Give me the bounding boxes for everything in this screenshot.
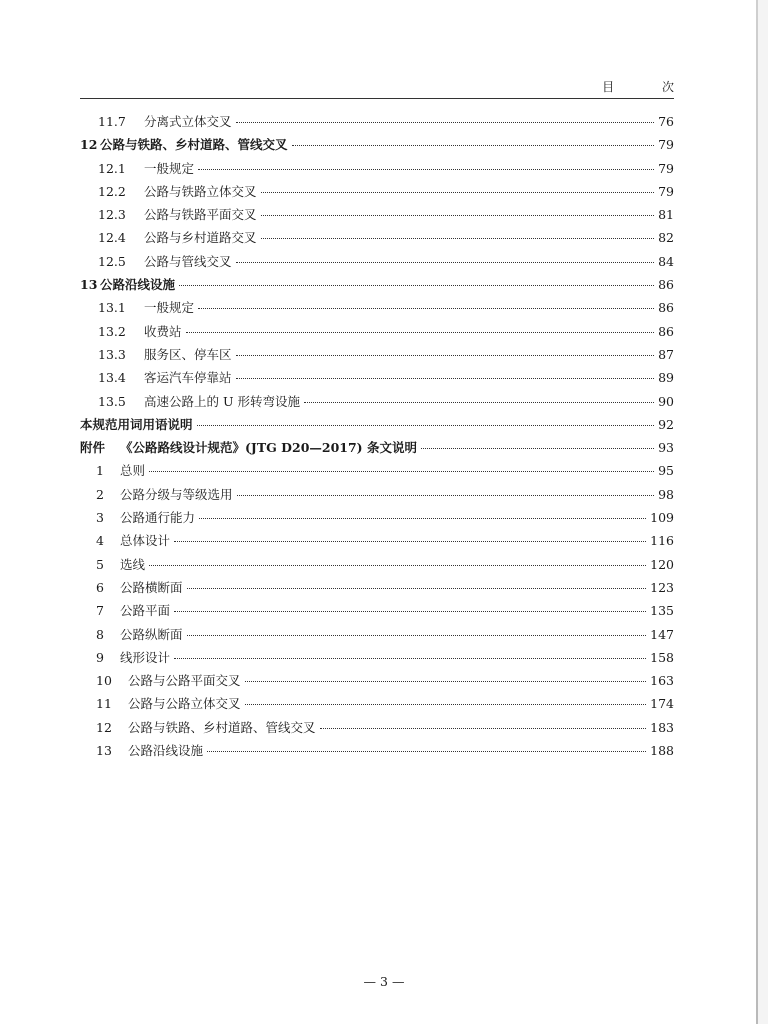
dot-leader [187,588,647,589]
dot-leader [237,495,654,496]
toc-number: 12 [80,137,98,153]
toc-title: 公路分级与等级选用 [120,486,233,502]
toc-row[interactable] [80,483,674,506]
toc-row[interactable] [80,203,674,226]
toc-number: 12.1 [98,160,126,176]
toc-page-number: 188 [650,743,674,759]
header-rule [80,98,674,99]
toc-page-number: 87 [658,346,674,362]
toc-number: 11 [96,696,112,712]
dot-leader [197,425,654,426]
dot-leader [421,448,654,449]
toc-row[interactable] [80,692,674,715]
toc-number: 1 [96,463,104,479]
toc-number: 13 [80,277,98,293]
dot-leader [292,145,654,146]
dot-leader [186,332,654,333]
toc-row[interactable] [80,157,674,180]
toc-number: 4 [96,533,104,549]
toc-title: 服务区、停车区 [144,346,232,362]
toc-title: 公路通行能力 [120,510,196,526]
dot-leader [236,262,654,263]
toc-title: 公路与公路平面交叉 [128,673,241,689]
toc-row[interactable] [80,529,674,552]
dot-leader [304,402,654,403]
toc-title: 选线 [120,556,146,572]
toc-title: 公路与公路立体交叉 [128,696,241,712]
toc-number: 8 [96,626,104,642]
toc-number: 5 [96,556,104,572]
toc-page-number: 183 [650,719,674,735]
toc-page-number: 89 [658,370,674,386]
toc-number: 6 [96,579,104,595]
toc-row[interactable] [80,180,674,203]
toc-number: 13.3 [98,346,126,362]
toc-page-number: 86 [658,323,674,339]
toc-row[interactable] [80,599,674,622]
toc-page-number: 120 [650,556,674,572]
toc-page-number: 116 [650,533,674,549]
toc-row[interactable] [80,739,674,762]
toc-title: 总则 [120,463,146,479]
toc-title: 一般规定 [144,160,195,176]
toc-title: 高速公路上的 U 形转弯设施 [144,393,300,409]
dot-leader [187,635,647,636]
toc-title: 收费站 [144,323,182,339]
toc-title: 公路沿线设施 [100,277,176,293]
toc-title: 公路与管线交叉 [144,253,232,269]
toc-number: 13 [96,743,112,759]
dot-leader [236,355,654,356]
dot-leader [149,565,646,566]
dot-leader [236,378,654,379]
header-title: 目 次 [602,80,696,94]
toc-number: 12.3 [98,207,126,223]
toc-title: 线形设计 [120,649,171,665]
toc-page-number: 86 [658,277,674,293]
table-of-contents [80,110,674,762]
toc-page-number: 90 [658,393,674,409]
toc-page-number: 79 [658,137,674,153]
toc-number: 12.2 [98,183,126,199]
toc-number: 12.5 [98,253,126,269]
toc-row[interactable] [80,343,674,366]
toc-page-number: 147 [650,626,674,642]
toc-row[interactable] [80,669,674,692]
dot-leader [320,728,647,729]
dot-leader [174,541,646,542]
toc-title: 公路与乡村道路交叉 [144,230,257,246]
toc-page-number: 81 [658,207,674,223]
dot-leader [207,751,646,752]
toc-title: 公路与铁路平面交叉 [144,207,257,223]
toc-number: 9 [96,649,104,665]
toc-page-number: 109 [650,510,674,526]
scan-edge-line [756,0,758,1024]
toc-number: 附件 [80,440,106,456]
toc-page-number: 92 [658,416,674,432]
dot-leader [198,169,654,170]
toc-title: 公路与铁路、乡村道路、管线交叉 [100,137,288,153]
toc-number: 13.4 [98,370,126,386]
toc-page-number: 79 [658,160,674,176]
toc-row[interactable] [80,296,674,319]
dot-leader [179,285,654,286]
scan-margin [758,0,768,1024]
toc-row[interactable] [80,646,674,669]
dot-leader [199,518,646,519]
toc-page-number: 158 [650,649,674,665]
toc-number: 7 [96,603,104,619]
dot-leader [149,471,654,472]
toc-row[interactable] [80,716,674,739]
toc-row[interactable] [80,133,674,156]
toc-row[interactable] [80,413,674,436]
toc-title: 本规范用词用语说明 [80,416,193,432]
toc-page-number: 93 [658,440,674,456]
toc-title: 总体设计 [120,533,171,549]
toc-page-number: 98 [658,486,674,502]
dot-leader [261,238,654,239]
toc-page-number: 79 [658,183,674,199]
toc-number: 12.4 [98,230,126,246]
toc-page-number: 95 [658,463,674,479]
toc-page-number: 174 [650,696,674,712]
toc-number: 13.1 [98,300,126,316]
toc-page-number: 82 [658,230,674,246]
toc-title: 分离式立体交叉 [144,114,232,129]
toc-page-number: 135 [650,603,674,619]
toc-row[interactable] [80,273,674,296]
dot-leader [261,192,654,193]
toc-number: 10 [96,673,112,689]
toc-title: 公路沿线设施 [128,743,204,759]
toc-row[interactable] [80,436,674,459]
toc-row[interactable] [80,226,674,249]
dot-leader [245,704,647,705]
toc-row[interactable] [80,623,674,646]
toc-page-number: 123 [650,579,674,595]
toc-page-number: 76 [658,114,674,129]
toc-title: 《公路路线设计规范》(JTG D20—2017) 条文说明 [120,440,417,456]
toc-number: 3 [96,510,104,526]
toc-page-number: 163 [650,673,674,689]
toc-page-number: 86 [658,300,674,316]
toc-row[interactable] [80,553,674,576]
toc-number: 12 [96,719,112,735]
toc-page-number: 84 [658,253,674,269]
dot-leader [174,658,646,659]
toc-title: 公路平面 [120,603,171,619]
toc-number: 11.7 [98,114,126,129]
toc-row[interactable] [80,576,674,599]
toc-row[interactable] [80,506,674,529]
toc-row[interactable] [80,390,674,413]
toc-title: 一般规定 [144,300,195,316]
toc-row[interactable] [80,366,674,389]
toc-title: 客运汽车停靠站 [144,370,232,386]
dot-leader [198,308,654,309]
dot-leader [261,215,654,216]
dot-leader [245,681,647,682]
toc-title: 公路与铁路立体交叉 [144,183,257,199]
dot-leader [236,122,654,123]
toc-number: 13.2 [98,323,126,339]
toc-title: 公路纵断面 [120,626,183,642]
toc-row[interactable] [80,110,674,133]
toc-row[interactable] [80,320,674,343]
page-number: — 3 — [363,974,405,989]
toc-title: 公路横断面 [120,579,183,595]
dot-leader [174,611,646,612]
toc-number: 13.5 [98,393,126,409]
toc-title: 公路与铁路、乡村道路、管线交叉 [128,719,316,735]
running-header [80,78,696,98]
toc-row[interactable] [80,459,674,482]
toc-number: 2 [96,486,104,502]
toc-row[interactable] [80,250,674,273]
